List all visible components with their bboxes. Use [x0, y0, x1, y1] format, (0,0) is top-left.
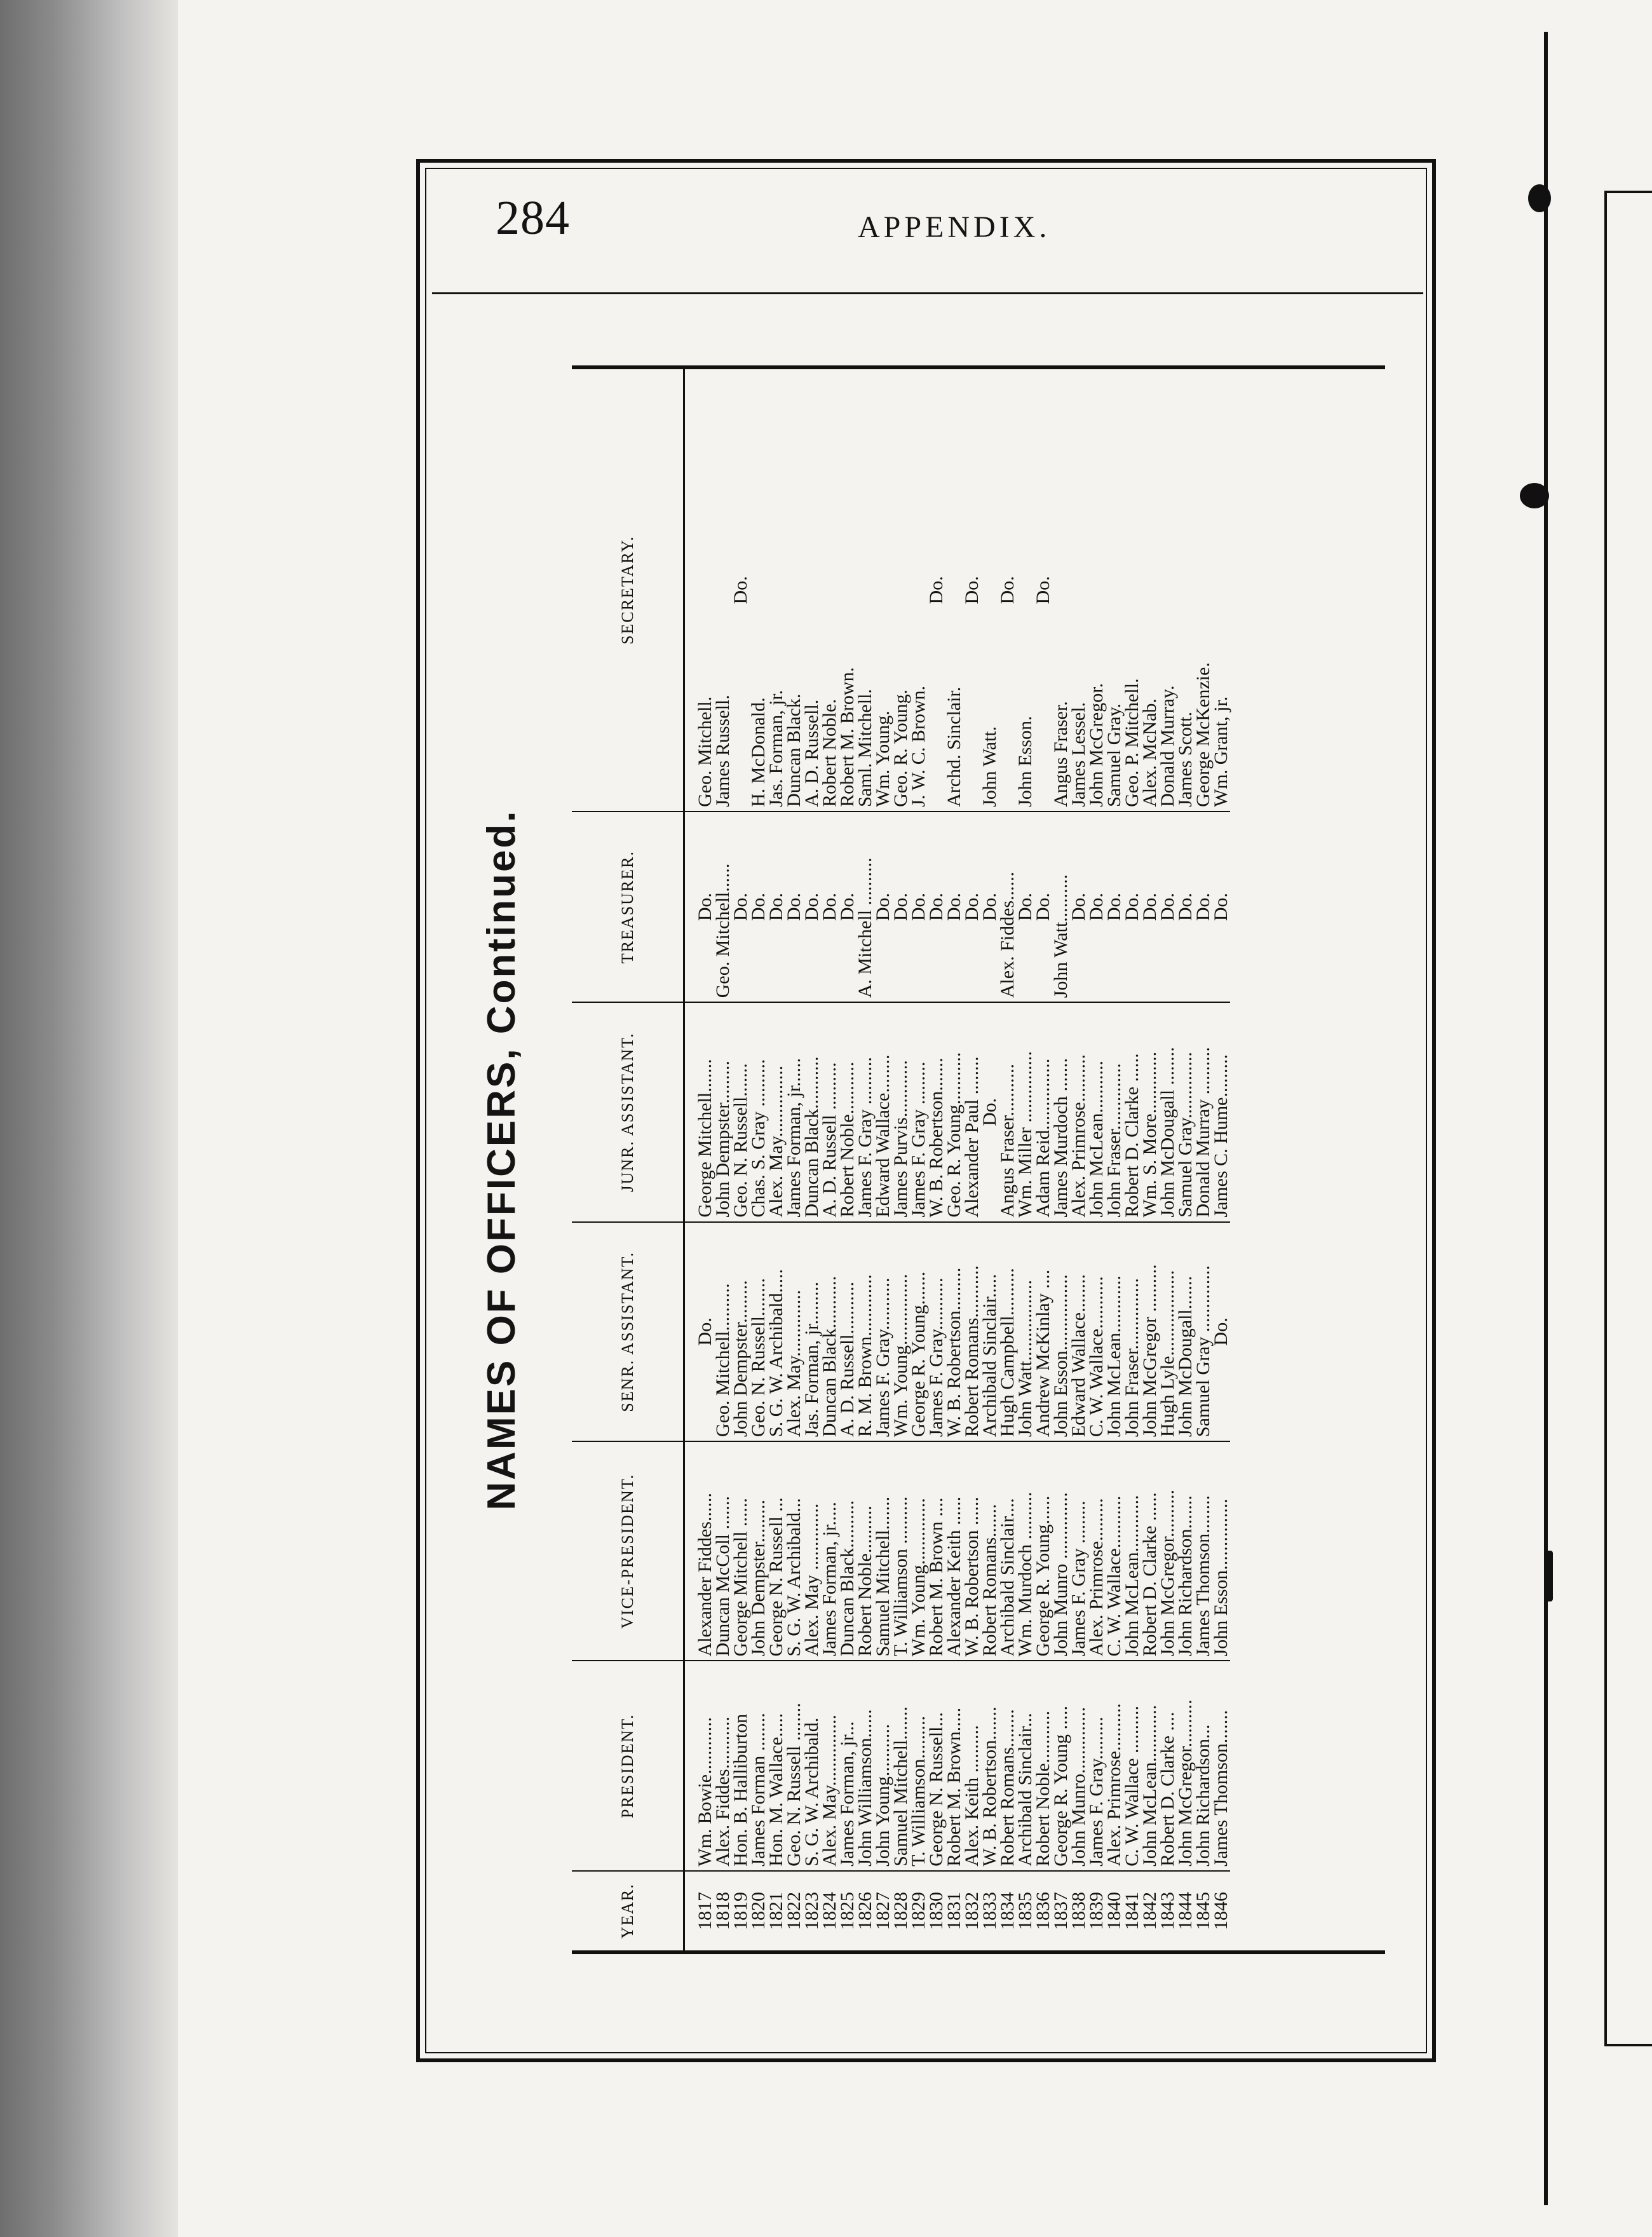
cell-senr-assistant: Archibald Sinclair..... — [981, 1222, 999, 1441]
cell-vice-president: S. G. W. Archibald... — [785, 1441, 803, 1661]
cell-treasurer: Do. — [768, 812, 785, 1002]
cell-treasurer: Do. — [1123, 812, 1141, 1002]
cell-treasurer: A. Mitchell .......... — [856, 812, 874, 1002]
cell-secretary: Robert Noble. — [819, 698, 840, 807]
cell-senr-assistant: John Esson................ — [1052, 1222, 1070, 1441]
cell-year: 1842 — [1141, 1871, 1159, 1950]
cell-treasurer: Do. — [684, 812, 715, 1002]
cell-secretary: John McGregor. — [1086, 683, 1107, 807]
cell-president: Robert D. Clarke .... — [1159, 1661, 1177, 1870]
cell-president: Alex. May............... — [821, 1661, 839, 1870]
cell-senr-assistant: John Dempster......... — [732, 1222, 750, 1441]
cell-senr-assistant: Hugh Lyle.................. — [1159, 1222, 1177, 1441]
cell-junr-assistant: Alex. May............... — [768, 1002, 785, 1221]
cell-vice-president: James F. Gray ......... — [1070, 1441, 1088, 1661]
cell-president: James Forman ........ — [750, 1661, 768, 1870]
table-row — [874, 369, 892, 1950]
cell-junr-assistant: Wm. S. More............. — [1141, 1002, 1159, 1221]
cell-senr-assistant: Robert Romans........... — [963, 1222, 981, 1441]
table-row — [803, 369, 821, 1950]
table-row — [1106, 369, 1123, 1950]
cell-president: James Forman, jr... — [839, 1661, 856, 1870]
cell-junr-assistant: Do. — [981, 1002, 999, 1221]
cell-vice-president: Robert Noble.......... — [856, 1441, 874, 1661]
cell-president: Archibald Sinclair... — [1017, 1661, 1034, 1870]
cell-vice-president: Alex. Primrose......... — [1088, 1441, 1106, 1661]
cell-year: 1828 — [892, 1871, 910, 1950]
cell-junr-assistant: Geo. N. Russell....... — [732, 1002, 750, 1221]
cell-junr-assistant: Samuel Gray.............. — [1177, 1002, 1195, 1221]
cell-treasurer: Do. — [928, 812, 945, 1002]
cell-junr-assistant: Robert Noble........... — [839, 1002, 856, 1221]
cell-president: John Munro.............. — [1070, 1661, 1088, 1870]
cell-treasurer: Do. — [963, 812, 981, 1002]
cell-president: Robert M. Brown..... — [945, 1661, 963, 1870]
cell-secretary: H. McDonald. — [748, 697, 769, 807]
cell-senr-assistant: A. D. Russell........... — [839, 1222, 856, 1441]
cell-secretary: Do. — [961, 576, 982, 604]
cell-secretary: Alex. McNab. — [1139, 698, 1160, 807]
cell-president: John Williamson...... — [856, 1661, 874, 1870]
cell-secretary: Donald Murray. — [1157, 685, 1178, 807]
table-row — [684, 369, 715, 1950]
cell-secretary: A. D. Russell. — [801, 699, 822, 807]
cell-junr-assistant: Wm. Miller ............... — [1017, 1002, 1034, 1221]
cell-treasurer: Do. — [1141, 812, 1159, 1002]
table-row — [1070, 369, 1088, 1950]
cell-secretary: Geo. P. Mitchell. — [1121, 678, 1142, 807]
cell-secretary: Angus Fraser. — [1050, 701, 1071, 807]
cell-year: 1817 — [684, 1871, 715, 1950]
cell-president: W. B. Robertson....... — [981, 1661, 999, 1870]
cell-treasurer: Do. — [1034, 812, 1052, 1002]
table-row — [928, 369, 945, 1950]
cell-vice-president: W. B. Robertson ...... — [963, 1441, 981, 1661]
cell-secretary: Wm. Grant, jr. — [1210, 696, 1231, 807]
cell-secretary: Saml. Mitchell. — [855, 689, 876, 807]
cell-vice-president: James Thomson........ — [1195, 1441, 1212, 1661]
cell-vice-president: Duncan McColl ....... — [714, 1441, 732, 1661]
cell-vice-president: James Forman, jr..... — [821, 1441, 839, 1661]
table-row — [1052, 369, 1070, 1950]
cell-president: Samuel Mitchell....... — [892, 1661, 910, 1870]
cell-senr-assistant: R. M. Brown............. — [856, 1222, 874, 1441]
cell-year: 1820 — [750, 1871, 768, 1950]
cell-vice-president: Robert D. Clarke ...... — [1141, 1441, 1159, 1661]
cell-vice-president: John Munro .............. — [1052, 1441, 1070, 1661]
adjacent-page-frame — [1604, 191, 1652, 2046]
cell-year: 1838 — [1070, 1871, 1088, 1950]
cell-year: 1839 — [1088, 1871, 1106, 1950]
cell-secretary: J. W. C. Brown. — [908, 686, 929, 807]
cell-treasurer: Do. — [1070, 812, 1088, 1002]
header-year: YEAR. — [572, 1871, 684, 1950]
cell-president: Robert Romans........ — [999, 1661, 1017, 1870]
cell-junr-assistant: Alex. Primrose.......... — [1070, 1002, 1088, 1221]
cell-year: 1825 — [839, 1871, 856, 1950]
cell-senr-assistant: Do. — [1212, 1222, 1230, 1441]
cell-year: 1823 — [803, 1871, 821, 1950]
cell-junr-assistant: James F. Gray .......... — [856, 1002, 874, 1221]
cell-junr-assistant: James F. Gray ......... — [910, 1002, 928, 1221]
cell-president: Geo. N. Russell ........ — [785, 1661, 803, 1870]
officers-table-box — [572, 365, 1385, 1954]
cell-senr-assistant: James F. Gray........... — [928, 1222, 945, 1441]
cell-treasurer: Do. — [874, 812, 892, 1002]
cell-secretary: John Esson. — [1015, 716, 1036, 807]
table-row — [1159, 369, 1177, 1950]
cell-senr-assistant: Do. — [684, 1222, 715, 1441]
cell-treasurer: Do. — [803, 812, 821, 1002]
cell-secretary: Wm. Young. — [872, 711, 893, 807]
cell-treasurer: Do. — [1177, 812, 1195, 1002]
cell-president: George R. Young ..... — [1052, 1661, 1070, 1870]
cell-secretary: Geo. Mitchell. — [694, 696, 715, 807]
cell-senr-assistant: James F. Gray........... — [874, 1222, 892, 1441]
cell-senr-assistant: Wm. Young............... — [892, 1222, 910, 1441]
cell-senr-assistant: John Watt................. — [1017, 1222, 1034, 1441]
cell-president: Alex. Keith .......... — [963, 1661, 981, 1870]
header-junr-assistant: JUNR. ASSISTANT. — [572, 1002, 684, 1221]
cell-treasurer: Do. — [892, 812, 910, 1002]
cell-secretary: Archd. Sinclair. — [944, 686, 965, 807]
cell-vice-president: Robert Romans....... — [981, 1441, 999, 1661]
cell-president: T. Williamson......... — [910, 1661, 928, 1870]
cell-junr-assistant: James Purvis............ — [892, 1002, 910, 1221]
cell-senr-assistant: Hugh Campbell.......... — [999, 1222, 1017, 1441]
cell-president: James F. Gray......... — [1088, 1661, 1106, 1870]
cell-vice-president: John McLean............ — [1123, 1441, 1141, 1661]
cell-treasurer: Do. — [750, 812, 768, 1002]
cell-president: James Thomson....... — [1212, 1661, 1230, 1870]
cell-year: 1822 — [785, 1871, 803, 1950]
table-row — [1034, 369, 1052, 1950]
table-body — [684, 369, 1231, 1950]
header-secretary: SECRETARY. — [572, 369, 684, 812]
table-header-row — [572, 369, 684, 1950]
cell-senr-assistant: C. W. Wallace........... — [1088, 1222, 1106, 1441]
cell-junr-assistant: Geo. R. Young........... — [945, 1002, 963, 1221]
table-row — [1212, 369, 1230, 1950]
table-row — [1141, 369, 1159, 1950]
cell-junr-assistant: James Forman, jr...... — [785, 1002, 803, 1221]
cell-junr-assistant: James C. Hume......... — [1212, 1002, 1230, 1221]
cell-year: 1845 — [1195, 1871, 1212, 1950]
cell-vice-president: Alexander Keith ...... — [945, 1441, 963, 1661]
table-row — [981, 369, 999, 1950]
cell-junr-assistant: James Murdoch ....... — [1052, 1002, 1070, 1221]
cell-secretary: Jas. Forman, jr. — [766, 690, 787, 807]
cell-senr-assistant: Andrew McKinlay .... — [1034, 1222, 1052, 1441]
cell-vice-president: John McGregor.......... — [1159, 1441, 1177, 1661]
cell-treasurer: Do. — [1106, 812, 1123, 1002]
cell-treasurer: Do. — [785, 812, 803, 1002]
cell-secretary: James Scott. — [1175, 711, 1196, 807]
cell-vice-president: C. W. Wallace........... — [1106, 1441, 1123, 1661]
cell-vice-president: Alex. May .............. — [803, 1441, 821, 1661]
cell-year: 1844 — [1177, 1871, 1195, 1950]
cell-junr-assistant: Chas. S. Gray .......... — [750, 1002, 768, 1221]
cell-year: 1830 — [928, 1871, 945, 1950]
header-rule — [432, 292, 1423, 294]
cell-treasurer: Do. — [1017, 812, 1034, 1002]
table-row — [910, 369, 928, 1950]
table-row — [839, 369, 856, 1950]
cell-junr-assistant: W. B. Robertson....... — [928, 1002, 945, 1221]
cell-year: 1819 — [732, 1871, 750, 1950]
cell-president: S. G. W. Archibald. — [803, 1661, 821, 1870]
cell-senr-assistant: S. G. W. Archibald..... — [768, 1222, 785, 1441]
cell-year: 1829 — [910, 1871, 928, 1950]
cell-treasurer: Do. — [910, 812, 928, 1002]
cell-treasurer: Do. — [981, 812, 999, 1002]
cell-senr-assistant: Samuel Gray .............. — [1195, 1222, 1212, 1441]
header-senr-assistant: SENR. ASSISTANT. — [572, 1222, 684, 1441]
table-row — [821, 369, 839, 1950]
cell-vice-president: George R. Young...... — [1034, 1441, 1052, 1661]
book-binding-shadow — [0, 0, 178, 2237]
cell-secretary: Robert M. Brown. — [837, 667, 858, 807]
cell-treasurer: Do. — [821, 812, 839, 1002]
cell-president: Alex. Primrose.......... — [1106, 1661, 1123, 1870]
cell-vice-president: Robert M. Brown .... — [928, 1441, 945, 1661]
cell-secretary: James Lessel. — [1068, 702, 1089, 807]
table-row — [999, 369, 1017, 1950]
cell-year: 1821 — [768, 1871, 785, 1950]
cell-vice-president: George N. Russell ... — [768, 1441, 785, 1661]
cell-senr-assistant: John McGregor .......... — [1141, 1222, 1159, 1441]
cell-junr-assistant: Robert D. Clarke ...... — [1123, 1002, 1141, 1221]
cell-president: John McLean............ — [1141, 1661, 1159, 1870]
cell-year: 1833 — [981, 1871, 999, 1950]
table-row — [1088, 369, 1106, 1950]
table-row — [768, 369, 785, 1950]
cell-treasurer: Do. — [1212, 812, 1230, 1002]
cell-secretary: Duncan Black. — [783, 693, 804, 807]
cell-president: C. W. Wallace .......... — [1123, 1661, 1141, 1870]
cell-senr-assistant: John Fraser............... — [1123, 1222, 1141, 1441]
cell-secretary: George McKenzie. — [1193, 662, 1214, 807]
cell-year: 1832 — [963, 1871, 981, 1950]
cell-treasurer: Do. — [1195, 812, 1212, 1002]
cell-year: 1843 — [1159, 1871, 1177, 1950]
cell-treasurer: Do. — [945, 812, 963, 1002]
cell-treasurer: Alex. Fiddes...... — [999, 812, 1017, 1002]
cell-secretary: James Russell. — [712, 695, 733, 807]
cell-junr-assistant: Duncan Black........... — [803, 1002, 821, 1221]
cell-president: Hon. M. Wallace..... — [768, 1661, 785, 1870]
cell-vice-president: George Mitchell ...... — [732, 1441, 750, 1661]
cell-year: 1824 — [821, 1871, 839, 1950]
header-vice-president: VICE-PRESIDENT. — [572, 1441, 684, 1661]
cell-president: John Richardson... — [1195, 1661, 1212, 1870]
table-row — [714, 369, 732, 1950]
cell-president: Alex. Fiddes........... — [714, 1661, 732, 1870]
cell-year: 1834 — [999, 1871, 1017, 1950]
cell-vice-president: Archibald Sinclair.... — [999, 1441, 1017, 1661]
cell-senr-assistant: W. B. Robertson......... — [945, 1222, 963, 1441]
cell-president: Hon. B. Halliburton — [732, 1661, 750, 1870]
cell-treasurer: John Watt.......... — [1052, 812, 1070, 1002]
cell-vice-president: Wm. Murdoch .......... — [1017, 1441, 1034, 1661]
cell-junr-assistant: Donald Murray .......... — [1195, 1002, 1212, 1221]
table-row — [785, 369, 803, 1950]
cell-senr-assistant: Alex. May.............. — [785, 1222, 803, 1441]
cell-senr-assistant: Jas. Forman, jr......... — [803, 1222, 821, 1441]
page-title: NAMES OF OFFICERS, Continued. — [480, 809, 524, 1511]
table-row — [1177, 369, 1195, 1950]
table-row — [945, 369, 963, 1950]
cell-senr-assistant: Geo. Mitchell.......... — [714, 1222, 732, 1441]
cell-secretary: Do. — [1032, 576, 1053, 604]
cell-vice-president: Samuel Mitchell....... — [874, 1441, 892, 1661]
table-row — [732, 369, 750, 1950]
cell-year: 1841 — [1123, 1871, 1141, 1950]
ink-blot — [1520, 483, 1549, 508]
table-row — [963, 369, 981, 1950]
cell-senr-assistant: Geo. N. Russell........ — [750, 1222, 768, 1441]
ink-blot — [1544, 1551, 1553, 1601]
cell-senr-assistant: Duncan Black........... — [821, 1222, 839, 1441]
cell-vice-president: John Dempster......... — [750, 1441, 768, 1661]
cell-year: 1837 — [1052, 1871, 1070, 1950]
ink-blot — [1528, 184, 1551, 212]
cell-vice-president: John Esson............... — [1212, 1441, 1230, 1661]
table-row — [1123, 369, 1141, 1950]
header-treasurer: TREASURER. — [572, 812, 684, 1002]
cell-junr-assistant: John McLean........... — [1088, 1002, 1106, 1221]
cell-year: 1840 — [1106, 1871, 1123, 1950]
cell-president: Robert Noble........... — [1034, 1661, 1052, 1870]
rotated-table-page — [467, 365, 1395, 1954]
cell-vice-president: Wm. Young.............. — [910, 1441, 928, 1661]
cell-vice-president: Duncan Black.......... — [839, 1441, 856, 1661]
cell-junr-assistant: A. D. Russell .......... — [821, 1002, 839, 1221]
cell-president: Wm. Bowie............ — [684, 1661, 715, 1870]
table-row — [1017, 369, 1034, 1950]
cell-year: 1826 — [856, 1871, 874, 1950]
cell-year: 1835 — [1017, 1871, 1034, 1950]
cell-secretary: Geo. R. Young. — [890, 689, 911, 807]
cell-year: 1831 — [945, 1871, 963, 1950]
cell-junr-assistant: Adam Reid............... — [1034, 1002, 1052, 1221]
cell-junr-assistant: Alexander Paul ........ — [963, 1002, 981, 1221]
cell-treasurer: Do. — [1088, 812, 1106, 1002]
cell-senr-assistant: Edward Wallace........ — [1070, 1222, 1088, 1441]
cell-secretary: Do. — [926, 576, 947, 604]
officers-table — [572, 369, 1230, 1950]
cell-treasurer: Geo. Mitchell...... — [714, 812, 732, 1002]
cell-senr-assistant: John McLean............ — [1106, 1222, 1123, 1441]
page-number: 284 — [496, 191, 570, 245]
cell-junr-assistant: John Fraser.............. — [1106, 1002, 1123, 1221]
table-row — [892, 369, 910, 1950]
cell-vice-president: Alexander Fiddes...... — [684, 1441, 715, 1661]
cell-president: George N. Russell... — [928, 1661, 945, 1870]
cell-secretary: Samuel Gray. — [1104, 703, 1125, 807]
table-row — [750, 369, 768, 1950]
table-row — [1195, 369, 1212, 1950]
cell-year: 1836 — [1034, 1871, 1052, 1950]
cell-junr-assistant: George Mitchell....... — [684, 1002, 715, 1221]
running-head: APPENDIX. — [858, 210, 1051, 244]
cell-senr-assistant: George R. Young....... — [910, 1222, 928, 1441]
cell-president: John McGregor.......... — [1177, 1661, 1195, 1870]
cell-year: 1818 — [714, 1871, 732, 1950]
cell-treasurer: Do. — [1159, 812, 1177, 1002]
cell-vice-president: John Richardson....... — [1177, 1441, 1195, 1661]
table-row — [856, 369, 874, 1950]
header-president: PRESIDENT. — [572, 1661, 684, 1870]
cell-junr-assistant: John McDougall ........ — [1159, 1002, 1177, 1221]
cell-junr-assistant: John Dempster......... — [714, 1002, 732, 1221]
cell-year: 1846 — [1212, 1871, 1230, 1950]
cell-junr-assistant: Angus Fraser........... — [999, 1002, 1017, 1221]
cell-junr-assistant: Edward Wallace........ — [874, 1002, 892, 1221]
cell-year: 1827 — [874, 1871, 892, 1950]
cell-treasurer: Do. — [732, 812, 750, 1002]
cell-vice-president: T. Williamson .......... — [892, 1441, 910, 1661]
cell-secretary: John Watt. — [979, 726, 1000, 807]
cell-treasurer: Do. — [839, 812, 856, 1002]
cell-secretary: Do. — [730, 576, 751, 604]
cell-president: John Young........... — [874, 1661, 892, 1870]
cell-secretary: Do. — [997, 576, 1018, 604]
cell-senr-assistant: John McDougall....... — [1177, 1222, 1195, 1441]
